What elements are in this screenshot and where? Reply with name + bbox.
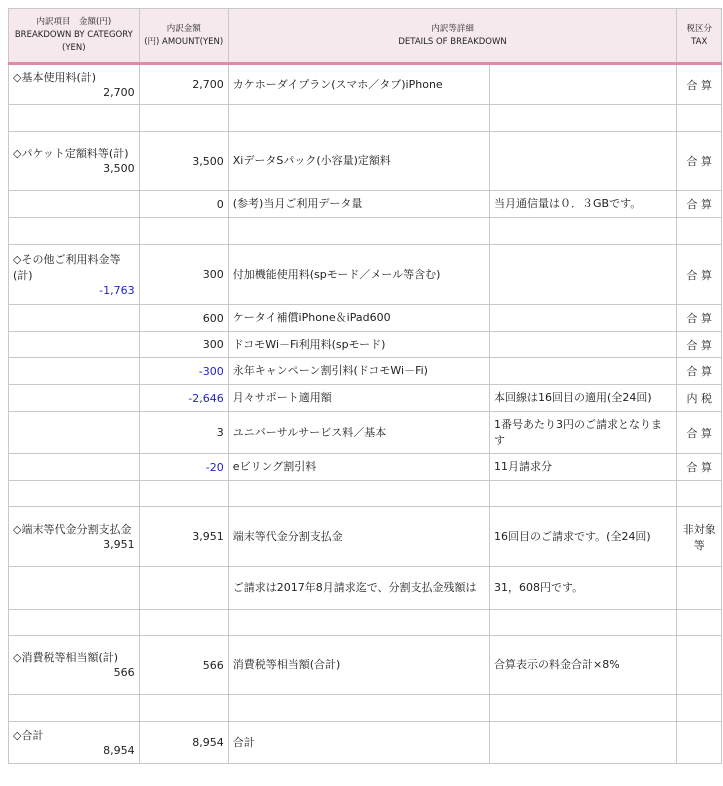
spacer-row xyxy=(9,610,722,636)
note-cell xyxy=(490,245,677,305)
category-label: ◇パケット定額料等(計) xyxy=(13,147,129,160)
header-details-jp: 内訳等詳細 xyxy=(431,23,474,34)
category-label: ◇消費税等相当額(計) xyxy=(13,651,119,664)
table-row xyxy=(9,332,722,358)
table-row xyxy=(9,454,722,481)
header-tax-en: TAX xyxy=(691,36,708,47)
note-cell: 本回線は16回目の適用(全24回) xyxy=(490,385,677,412)
amount-cell: 300 xyxy=(139,332,228,358)
amount-cell: 3,951 xyxy=(139,507,228,567)
header-category xyxy=(9,9,140,64)
note-cell: 16回目のご請求です。(全24回) xyxy=(490,507,677,567)
header-details xyxy=(228,9,677,64)
tax-cell: 合 算 xyxy=(677,305,722,332)
detail-cell: ドコモWi－Fi利用料(spモード) xyxy=(228,332,489,358)
detail-cell: eビリング割引料 xyxy=(228,454,489,481)
note-cell xyxy=(490,132,677,191)
tax-cell: 合 算 xyxy=(677,191,722,218)
category-consumption-tax xyxy=(9,636,140,695)
category-total: 566 xyxy=(113,666,135,679)
detail-cell: 合計 xyxy=(228,722,489,764)
spacer-row xyxy=(9,481,722,507)
category-total: 3,951 xyxy=(103,537,135,551)
detail-cell: ケータイ補償iPhone＆iPad600 xyxy=(228,305,489,332)
amount-cell xyxy=(139,567,228,610)
note-cell: 11月請求分 xyxy=(490,454,677,481)
amount-cell: -20 xyxy=(139,454,228,481)
detail-cell: 消費税等相当額(合計) xyxy=(228,636,489,695)
note-cell xyxy=(490,305,677,332)
table-row xyxy=(9,412,722,454)
category-total: 8,954 xyxy=(103,743,135,757)
table-row xyxy=(9,305,722,332)
tax-cell: 合 算 xyxy=(677,412,722,454)
header-details-en: DETAILS OF BREAKDOWN xyxy=(398,36,507,47)
table-row xyxy=(9,132,722,191)
amount-cell: 300 xyxy=(139,245,228,305)
detail-cell: 永年キャンペーン割引料(ドコモWi－Fi) xyxy=(228,358,489,385)
detail-cell: ご請求は2017年8月請求迄で、分割支払金残額は xyxy=(228,567,489,610)
table-header-row xyxy=(9,9,722,64)
table-row xyxy=(9,191,722,218)
category-basic xyxy=(9,64,140,105)
tax-cell xyxy=(677,722,722,764)
table-row xyxy=(9,567,722,610)
amount-cell: 600 xyxy=(139,305,228,332)
note-cell: 31，608円です。 xyxy=(490,567,677,610)
spacer-row xyxy=(9,218,722,245)
category-label: ◇合計 xyxy=(13,728,44,742)
table-row xyxy=(9,64,722,105)
header-amount xyxy=(139,9,228,64)
tax-cell: 合 算 xyxy=(677,245,722,305)
header-category-jp: 内訳項目 金額(円) xyxy=(36,17,112,27)
detail-cell: (参考)当月ご利用データ量 xyxy=(228,191,489,218)
tax-cell: 合 算 xyxy=(677,132,722,191)
spacer-row xyxy=(9,695,722,722)
header-category-en: BREAKDOWN BY CATEGORY (YEN) xyxy=(14,30,133,53)
category-label: ◇基本使用料(計) xyxy=(13,70,97,84)
note-cell xyxy=(490,332,677,358)
category-total: 2,700 xyxy=(103,85,135,99)
category-label: ◇端末等代金分割支払金 xyxy=(13,522,132,536)
tax-cell: 非対象等 xyxy=(677,507,722,567)
category-device xyxy=(9,507,140,567)
category-total: 3,500 xyxy=(103,162,135,175)
table-row xyxy=(9,245,722,305)
category-label: ◇その他ご利用料金等(計) xyxy=(13,252,121,282)
billing-breakdown-table xyxy=(8,8,722,764)
detail-cell: 端末等代金分割支払金 xyxy=(228,507,489,567)
detail-cell: 月々サポート適用額 xyxy=(228,385,489,412)
amount-cell: 3 xyxy=(139,412,228,454)
category-grand-total xyxy=(9,722,140,764)
table-row xyxy=(9,358,722,385)
detail-cell: 付加機能使用料(spモード／メール等含む) xyxy=(228,245,489,305)
table-row xyxy=(9,507,722,567)
amount-cell: 2,700 xyxy=(139,64,228,105)
note-cell: 1番号あたり3円のご請求となります xyxy=(490,412,677,454)
note-cell xyxy=(490,358,677,385)
header-tax xyxy=(677,9,722,64)
header-amount-en: (円) AMOUNT(YEN) xyxy=(144,36,224,47)
table-row xyxy=(9,636,722,695)
spacer-row xyxy=(9,105,722,132)
note-cell xyxy=(490,64,677,105)
table-row xyxy=(9,385,722,412)
tax-cell: 合 算 xyxy=(677,358,722,385)
tax-cell xyxy=(677,567,722,610)
note-cell xyxy=(490,722,677,764)
tax-cell xyxy=(677,636,722,695)
detail-cell: XiデータSパック(小容量)定額料 xyxy=(228,132,489,191)
tax-cell: 合 算 xyxy=(677,454,722,481)
amount-cell: 3,500 xyxy=(139,132,228,191)
amount-cell: 8,954 xyxy=(139,722,228,764)
category-total: -1,763 xyxy=(99,283,135,297)
note-cell: 合算表示の料金合計×8% xyxy=(490,636,677,695)
header-amount-jp: 内訳金額 xyxy=(166,23,201,34)
amount-cell: -300 xyxy=(139,358,228,385)
category-packet xyxy=(9,132,140,191)
amount-cell: -2,646 xyxy=(139,385,228,412)
note-cell: 当月通信量は０．３GBです。 xyxy=(490,191,677,218)
table-row xyxy=(9,722,722,764)
tax-cell: 合 算 xyxy=(677,332,722,358)
amount-cell: 566 xyxy=(139,636,228,695)
header-tax-jp: 税区分 xyxy=(686,23,712,34)
detail-cell: カケホーダイプラン(スマホ／タブ)iPhone xyxy=(228,64,489,105)
tax-cell: 合 算 xyxy=(677,64,722,105)
detail-cell: ユニバーサルサービス料／基本 xyxy=(228,412,489,454)
category-other xyxy=(9,245,140,305)
amount-cell: 0 xyxy=(139,191,228,218)
tax-cell: 内 税 xyxy=(677,385,722,412)
